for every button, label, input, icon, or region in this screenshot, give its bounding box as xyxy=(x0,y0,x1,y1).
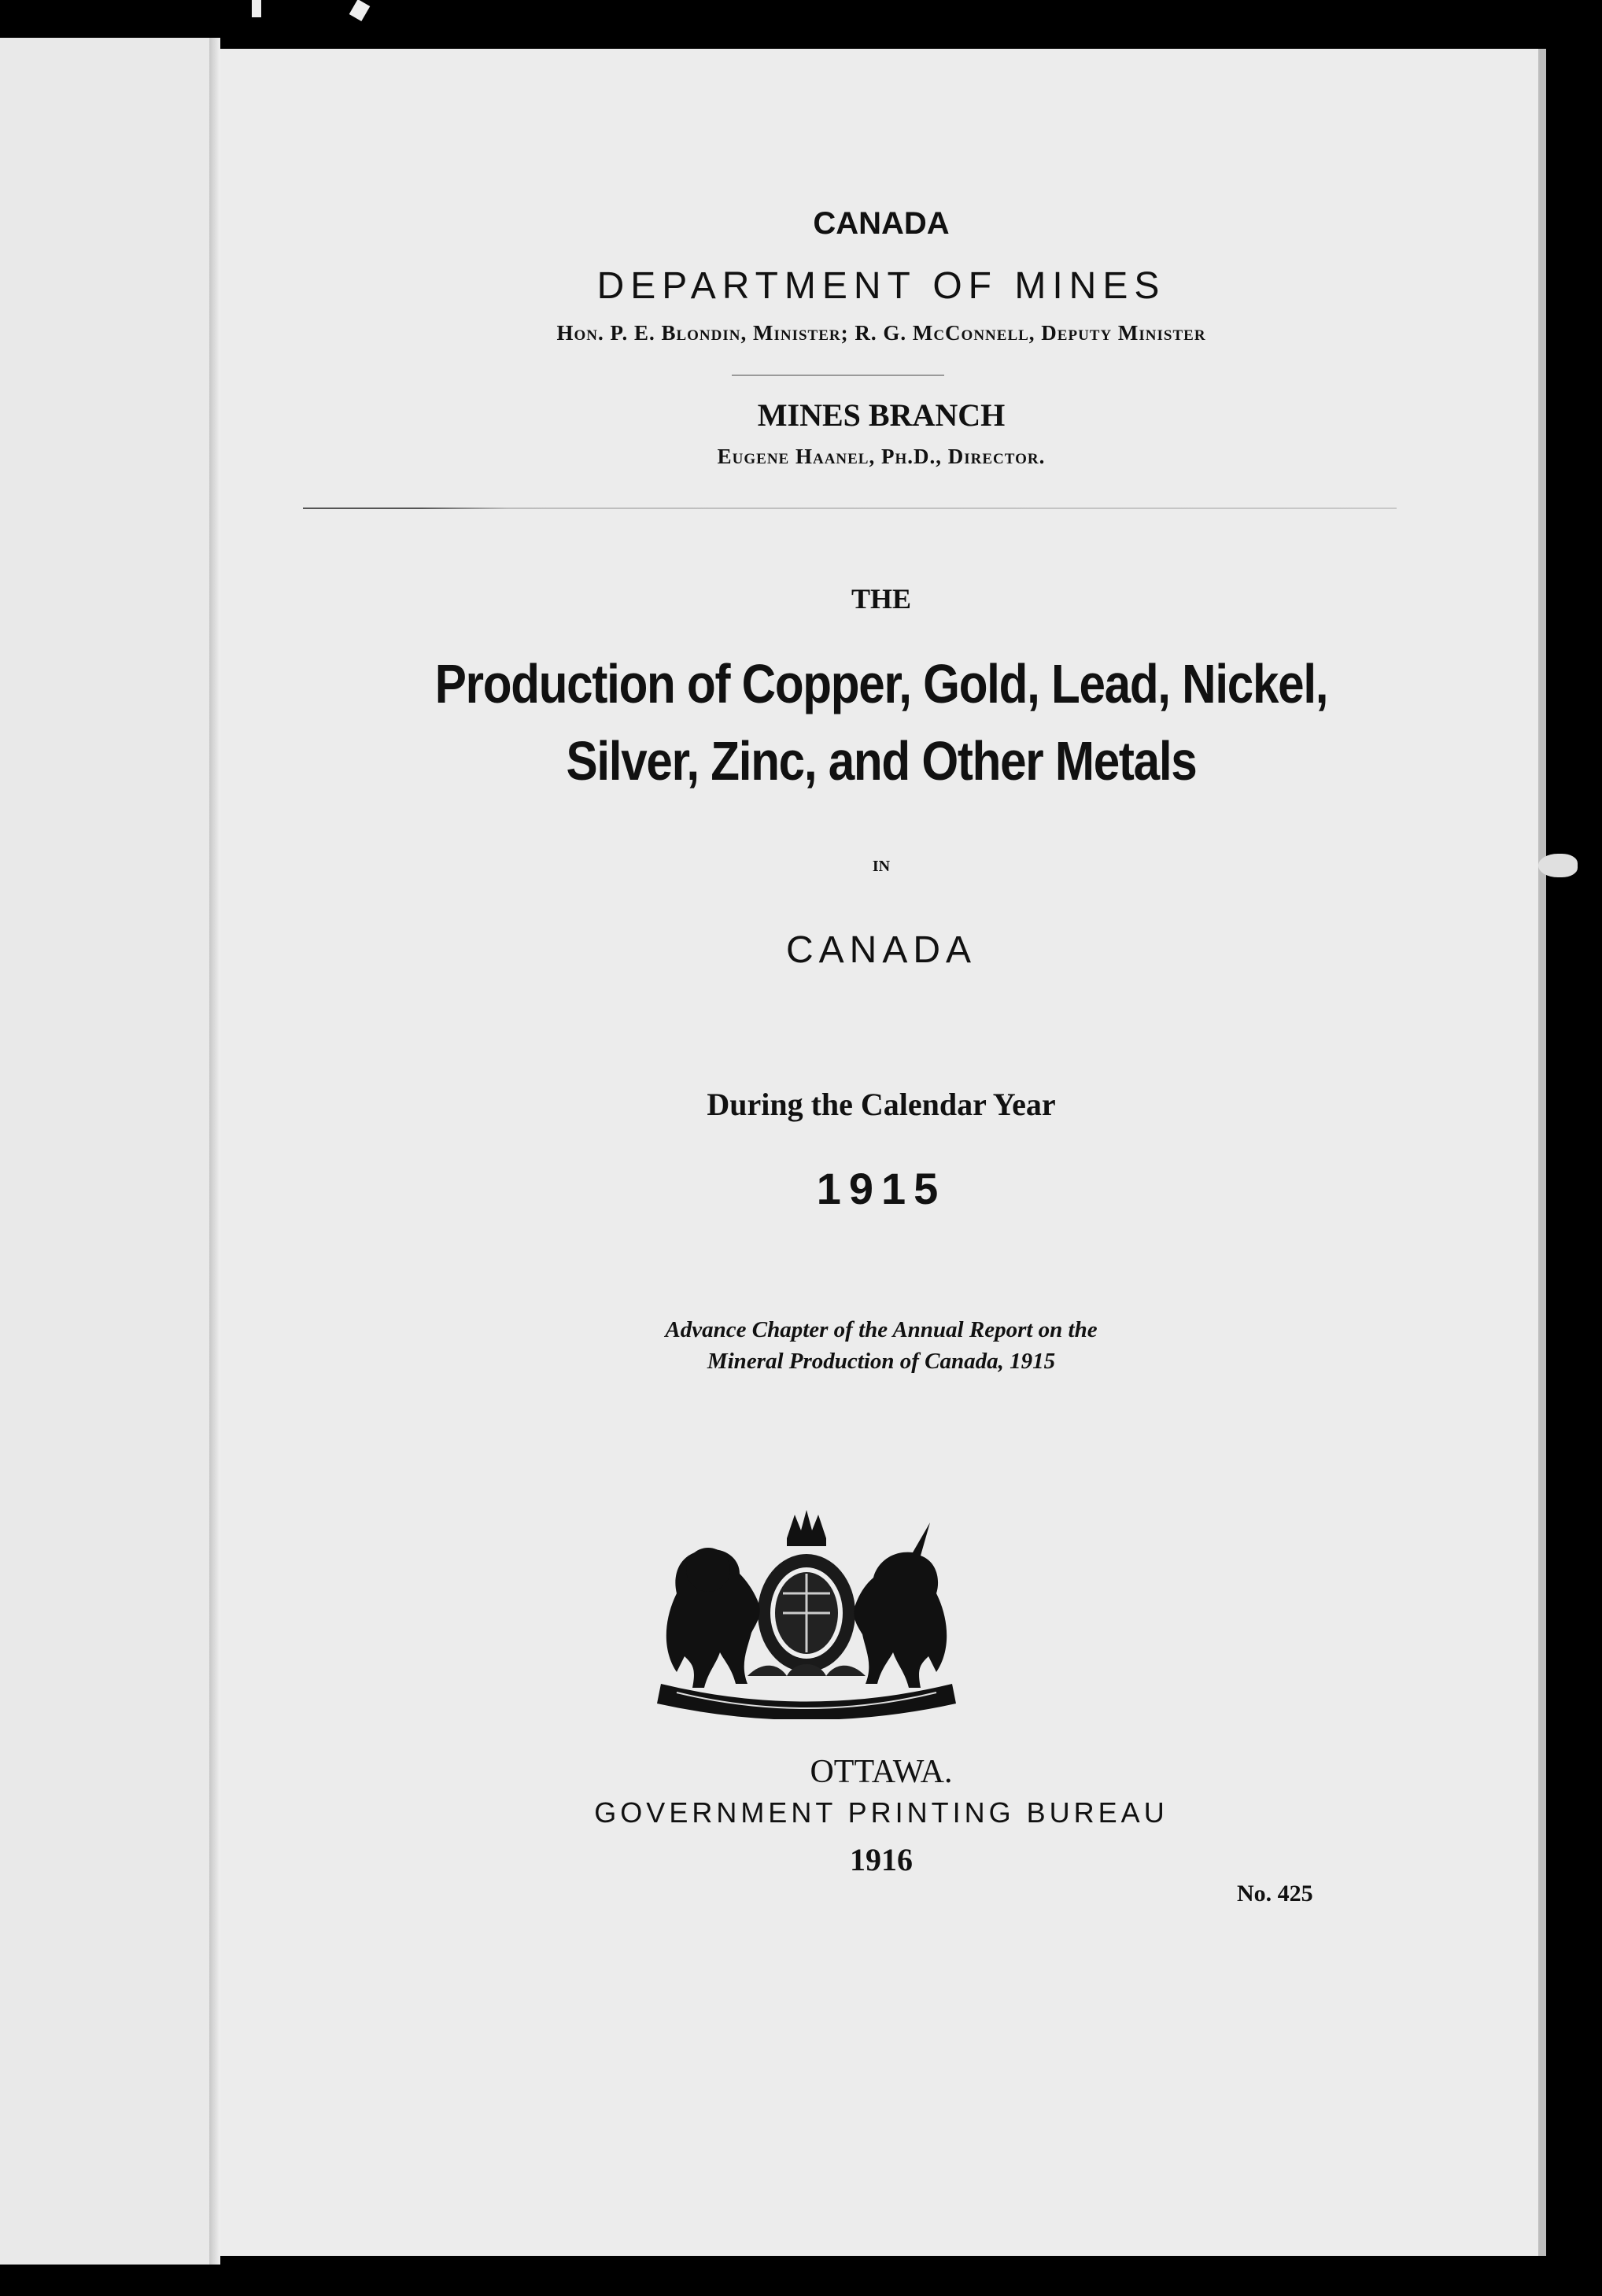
country-heading: CANADA xyxy=(813,206,950,241)
advance-note-line-2: Mineral Production of Canada, 1915 xyxy=(707,1349,1056,1374)
department-heading: DEPARTMENT OF MINES xyxy=(596,265,1166,307)
royal-coat-of-arms-icon xyxy=(629,1507,984,1719)
title-place: CANADA xyxy=(785,929,977,971)
advance-note-line-1: Advance Chapter of the Annual Report on the xyxy=(665,1317,1098,1342)
branch-heading: MINES BRANCH xyxy=(757,397,1006,433)
period-line: During the Calendar Year xyxy=(707,1087,1056,1122)
ministers-line xyxy=(220,321,1542,345)
director-text: Eugene Haanel, Ph.D., Director. xyxy=(717,445,1046,468)
title-line-1: Production of Copper, Gold, Lead, Nickel, xyxy=(434,653,1328,714)
director-line xyxy=(220,445,1542,469)
title-line-2: Silver, Zinc, and Other Metals xyxy=(566,730,1197,792)
scan-artifact xyxy=(349,0,371,21)
printer-name: GOVERNMENT PRINTING BUREAU xyxy=(594,1796,1168,1829)
divider xyxy=(303,508,1397,509)
facing-page xyxy=(0,38,211,2265)
page-edge xyxy=(1538,49,1546,2256)
title-article: THE xyxy=(851,583,912,615)
publication-number: No. 425 xyxy=(1237,1881,1313,1907)
main-title xyxy=(313,645,1450,799)
title-preposition: IN xyxy=(872,858,891,875)
divider xyxy=(732,375,944,376)
title-page xyxy=(220,49,1542,2256)
publication-year: 1916 xyxy=(850,1842,913,1877)
binding-shadow xyxy=(209,38,220,2265)
advance-note xyxy=(220,1314,1542,1377)
scan-artifact xyxy=(1538,854,1578,877)
ministers-text: Hon. P. E. Blondin, Minister; R. G. McConnell, Deputy Minister xyxy=(556,321,1206,345)
scan-artifact xyxy=(252,0,261,17)
report-year: 1915 xyxy=(816,1164,947,1213)
publication-city: OTTAWA. xyxy=(810,1754,953,1790)
